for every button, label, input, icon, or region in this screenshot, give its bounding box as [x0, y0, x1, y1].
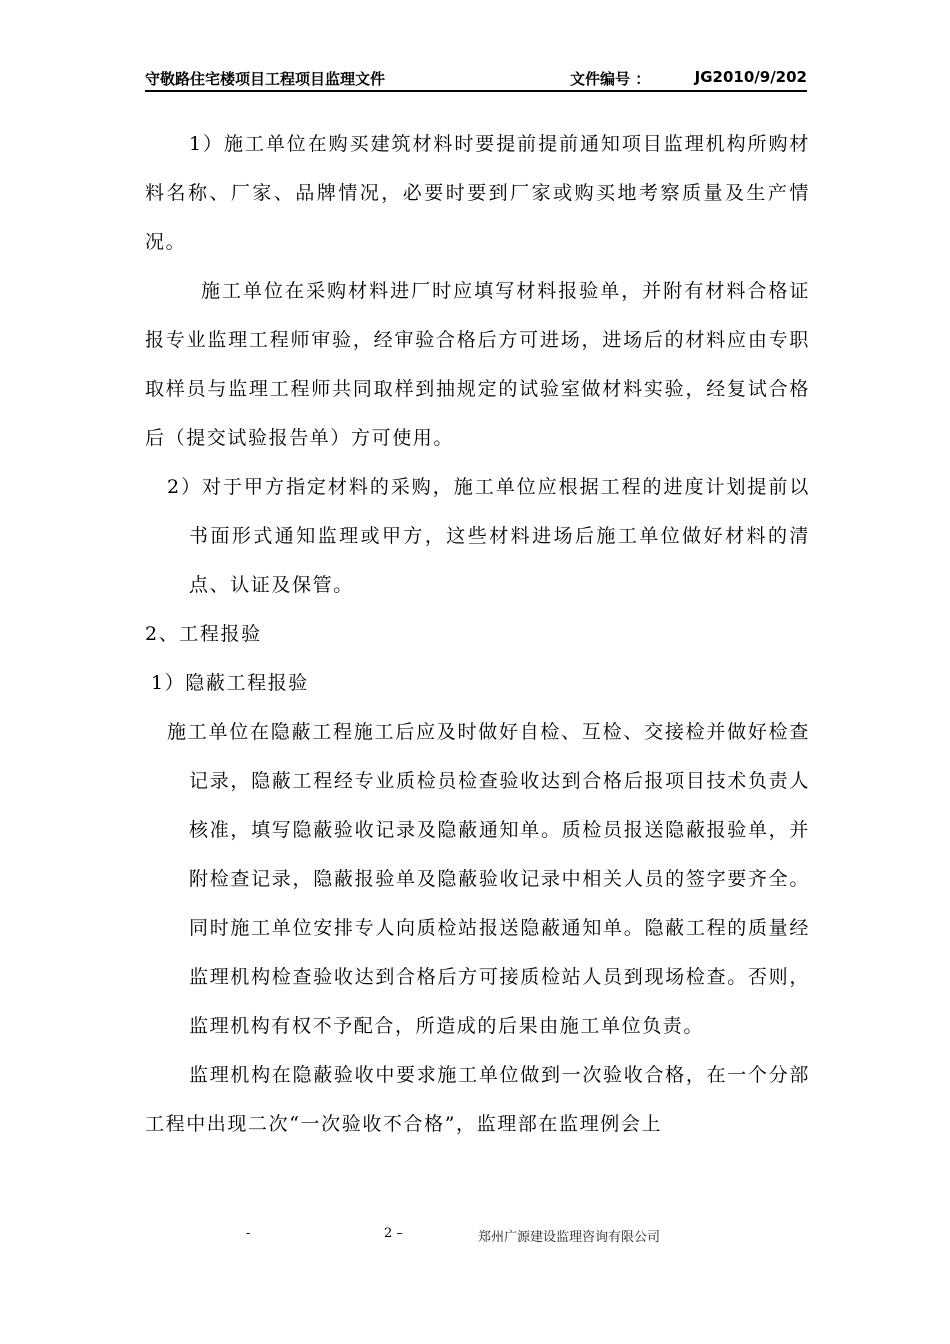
page-number: 2 –: [384, 1226, 403, 1241]
document-title: 守敬路住宅楼项目工程项目监理文件: [145, 70, 386, 88]
paragraph-material-inspection: 施工单位在采购材料进厂时应填写材料报验单，并附有材料合格证报专业监理工程师审验，经审验合格后方可进场，进场后的材料应由专职取样员与监理工程师共同取样到抽规定的试验室做材料实验，经复试合格后（提交试验报告单）方可使用。: [145, 280, 810, 449]
footer-dash: -: [246, 1226, 251, 1241]
document-body: [145, 120, 810, 1149]
subsection-heading-concealed-work: 1）隐蔽工程报验: [151, 672, 309, 694]
page-header: [145, 66, 807, 92]
section-heading-engineering-inspection: 2、工程报验: [145, 623, 262, 645]
paragraph-acceptance-requirement: 监理机构在隐蔽验收中要求施工单位做到一次验收合格，在一个分部工程中出现二次“一次验收不合格”，监理部在监理例会上: [145, 1064, 810, 1135]
file-number: JG2010/9/202: [694, 68, 807, 86]
file-number-label: 文件编号 ：: [570, 70, 651, 88]
company-name: 郑州广源建设监理咨询有限公司: [478, 1230, 661, 1245]
page-footer: [0, 1226, 950, 1246]
paragraph-concealed-work-procedure: 施工单位在隐蔽工程施工后应及时做好自检、互检、交接检并做好检查记录，隐蔽工程经专业质检员检查验收达到合格后报项目技术负责人核准，填写隐蔽验收记录及隐蔽通知单。质检员报送隐蔽报验单，并附检查记录，隐蔽报验单及隐蔽验收记录中相关人员的签字要齐全。同时施工单位安排专人向质检站报送隐蔽通知单。隐蔽工程的质量经监理机构检查验收达到合格后方可接质检站人员到现场检查。否则，监理机构有权不予配合，所造成的后果由施工单位负责。: [167, 721, 810, 1037]
paragraph-owner-specified-material: 2）对于甲方指定材料的采购，施工单位应根据工程的进度计划提前以书面形式通知监理或甲方，这些材料进场后施工单位做好材料的清点、认证及保管。: [167, 476, 810, 596]
paragraph-material-purchase: 1）施工单位在购买建筑材料时要提前提前通知项目监理机构所购材料名称、厂家、品牌情况，必要时要到厂家或购买地考察质量及生产情况。: [145, 133, 810, 253]
